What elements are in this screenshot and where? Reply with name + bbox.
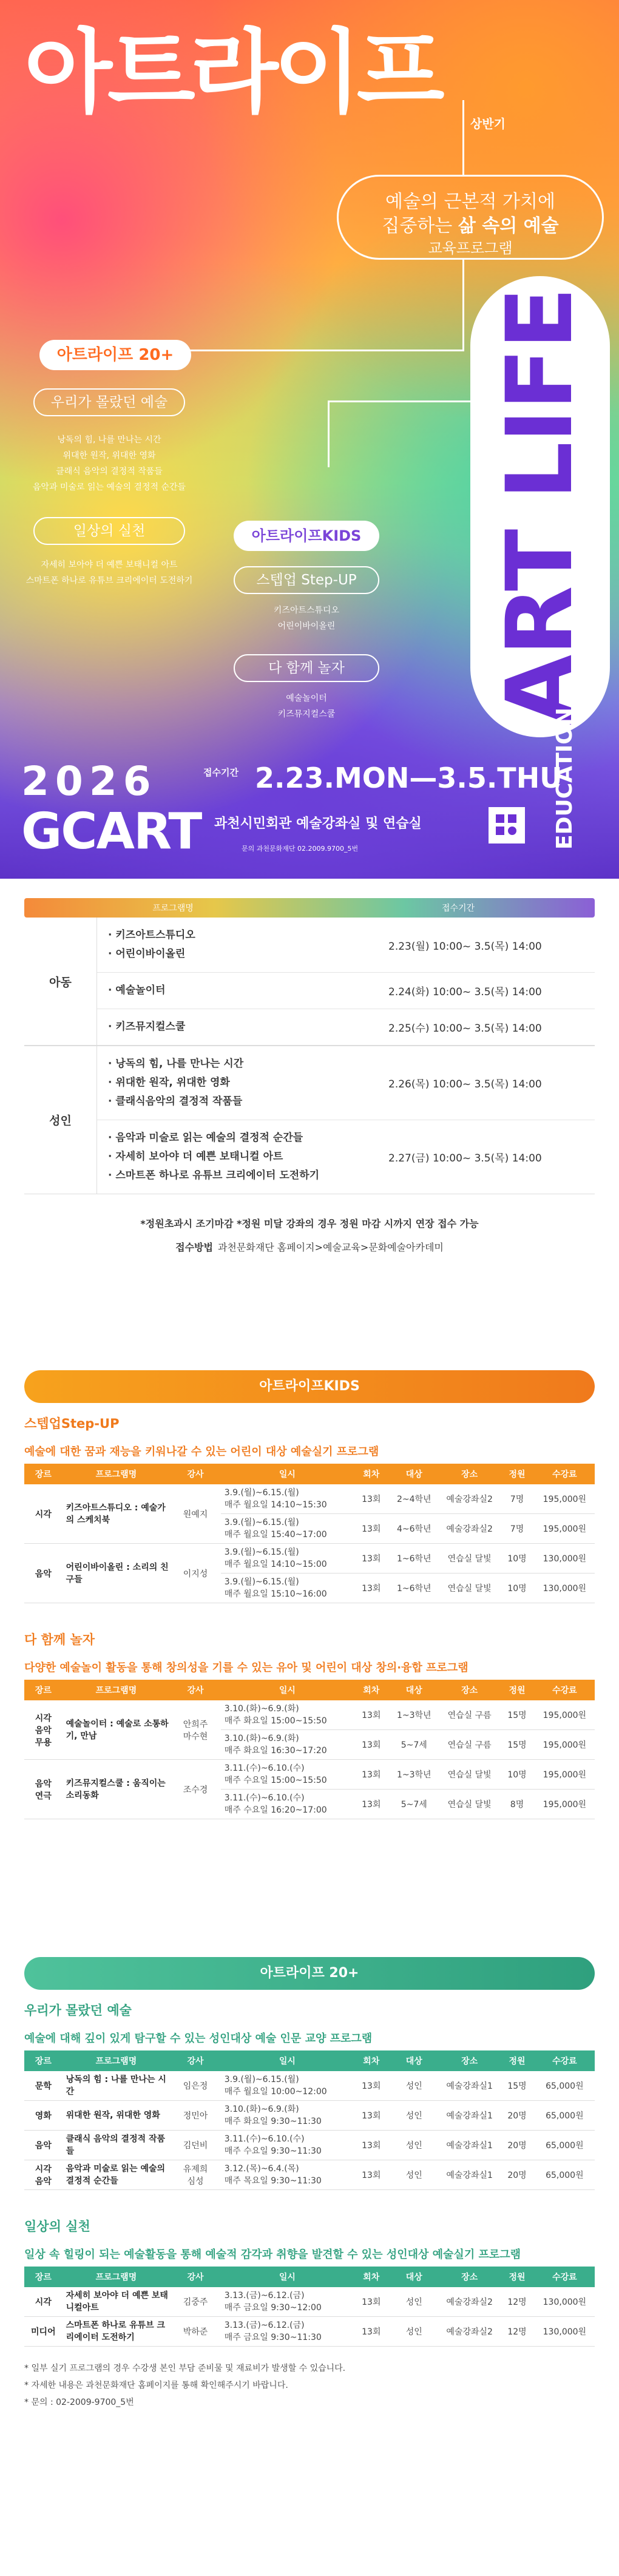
adult-title-pill: 아트라이프 20+ [39,340,191,370]
adult-section-title: 아트라이프 20+ [24,1957,595,1990]
schedule-row: · 키즈아트스튜디오 · 어린이바이올린 2.23(월) 10:00~ 3.5(목) 14:00 [97,918,595,973]
table-row: 음악 어린이바이올린 : 소리의 친구들 이지성 3.9.(월)~6.15.(월) 매주 월요일 14:10~15:00 13회 1~6학년 연습실 달빛 10명 130,000원 [24,1544,595,1574]
header-period: 접수기간 [441,904,475,913]
table-header: 장소 [439,1464,499,1484]
kids-sub2-title: 다 함께 놀자 [24,1632,95,1647]
kids-table-2 [24,1680,595,1819]
table-row: 3.9.(월)~6.15.(월) 매주 월요일 15:10~16:00 13회 1~6학년 연습실 달빛 10명 130,000원 [24,1574,595,1603]
table-row: 영화 위대한 원작, 위대한 영화 정민아 3.10.(화)~6.9.(화) 매주 화요일 9:30~11:30 13회 성인 예술강좌실1 20명 65,000원 [24,2101,595,2131]
table-header: 일시 [221,2267,354,2287]
schedule-row: · 낭독의 힘, 나를 만나는 시간 · 위대한 원작, 위대한 영화 · 클래식음악의 결정적 작품들 2.26(목) 10:00~ 3.5(목) 14:00 [97,1046,595,1120]
kids-section [0,1370,619,1819]
adult-sub1-desc: 예술에 대해 깊이 있게 탐구할 수 있는 성인대상 예술 인문 교양 프로그램 [24,2032,373,2045]
kids-sub1-desc: 예술에 대한 꿈과 재능을 키워나갈 수 있는 어린이 대상 예술실기 프로그램 [24,1445,379,1458]
table-header: 대상 [389,1680,440,1700]
schedule-period: 2.27(금) 10:00~ 3.5(목) 14:00 [388,1152,542,1165]
apply-method: 접수방법 과천문화재단 홈페이지>예술교육>문화예술아카데미 [175,1242,444,1253]
schedule-header [24,898,595,918]
table-header: 강사 [170,1464,221,1484]
table-header: 수강료 [535,1464,595,1484]
group-name: 아동 [24,918,97,1045]
table-header: 수강료 [535,1680,595,1700]
table-header: 수강료 [535,2267,595,2287]
table-header: 회차 [354,1464,388,1484]
table-header: 회차 [354,2050,388,2071]
adult-group2-pill: 일상의 실천 [33,517,185,545]
table-header: 일시 [221,1680,354,1700]
table-header: 강사 [170,2267,221,2287]
contact: 문의 과천문화재단 02.2009.9700_5번 [242,845,359,853]
schedule-table [0,898,619,1254]
table-header: 정원 [499,1680,534,1700]
table-header: 장르 [24,2050,63,2071]
table-header: 강사 [170,2050,221,2071]
table-header: 일시 [221,1464,354,1484]
education-label: EDUCATION [552,708,577,850]
header-program: 프로그램명 [152,904,194,913]
schedule-period: 2.25(수) 10:00~ 3.5(목) 14:00 [388,1023,542,1035]
schedule-note: *정원초과시 조기마감 *정원 미달 강좌의 경우 정원 마감 시까지 연장 접수 가능 [140,1218,479,1229]
connector-line [328,401,472,402]
gcart-logo: GCART [21,803,201,860]
table-header: 회차 [354,2267,388,2287]
table-header: 회차 [354,1680,388,1700]
table-row: 시각 키즈아트스튜디오 : 예술가의 스케치북 원예지 3.9.(월)~6.15.(월) 매주 월요일 14:10~15:30 13회 2~4학년 예술강좌실2 7명 195,000원 [24,1484,595,1514]
venue: 과천시민회관 예술강좌실 및 연습실 [214,816,422,831]
hero-poster [0,0,619,879]
table-header: 정원 [499,1464,534,1484]
adult-group1-pill: 우리가 몰랐던 예술 [33,388,185,416]
tagline-line2: 집중하는 삶 속의 예술 [382,215,559,237]
table-row: 미디어 스마트폰 하나로 유튜브 크리에이터 도전하기 박하준 3.13.(금)~6.12.(금) 매주 금요일 9:30~11:30 13회 성인 예술강좌실2 12명 130,000원 [24,2317,595,2347]
kids-group1-pill: 스텝업 Step-UP [234,566,379,594]
table-header: 프로그램명 [63,2267,171,2287]
table-row: 시각 음악 음악과 미술로 읽는 예술의 결정적 순간들 유제희 심성 3.12.(목)~6.4.(목) 매주 목요일 9:30~11:30 13회 성인 예술강좌실1 20명 65,000원 [24,2160,595,2190]
table-header: 정원 [499,2050,534,2071]
tagline-line3: 교육프로그램 [428,240,513,257]
kids-table-1 [24,1464,595,1603]
kids-group2-pill: 다 함께 놀자 [234,654,379,682]
schedule-period: 2.23(월) 10:00~ 3.5(목) 14:00 [388,940,542,953]
table-header: 장르 [24,1680,63,1700]
table-header: 장소 [439,1680,499,1700]
period: 2.23.MON—3.5.THU [255,762,563,794]
table-header: 장르 [24,1464,63,1484]
schedule-group [24,1046,595,1194]
schedule-period: 2.24(화) 10:00~ 3.5(목) 14:00 [388,986,542,998]
table-header: 대상 [389,1464,440,1484]
table-header: 장르 [24,2267,63,2287]
table-header: 프로그램명 [63,1680,171,1700]
art-life-badge: ART LIFE [470,276,610,737]
schedule-row: · 예술놀이터 2.24(화) 10:00~ 3.5(목) 14:00 [97,973,595,1009]
table-header: 프로그램명 [63,2050,171,2071]
logo: 아트라이프 [24,20,440,126]
table-header: 일시 [221,2050,354,2071]
year: 2026 [21,758,157,805]
kids-group2-list: 예술놀이터 키즈뮤지컬스쿨 [277,694,336,719]
table-row: 3.10.(화)~6.9.(화) 매주 화요일 16:30~17:20 13회 5~7세 연습실 구름 15명 195,000원 [24,1730,595,1760]
schedule-row: · 음악과 미술로 읽는 예술의 결정적 순간들 · 자세히 보아야 더 예쁜 보태니컬 아트 · 스마트폰 하나로 유튜브 크리에이터 도전하기 2.27(금) 10:00~ 3.5(목) 14:00 [97,1120,595,1194]
kids-sub2-desc: 다양한 예술놀이 활동을 통해 창의성을 기를 수 있는 유아 및 어린이 대상 창의·융합 프로그램 [24,1662,468,1674]
table-header: 대상 [389,2050,440,2071]
table-header: 프로그램명 [63,1464,171,1484]
table-row: 3.11.(수)~6.10.(수) 매주 수요일 16:20~17:00 13회 5~7세 연습실 달빛 8명 195,000원 [24,1790,595,1819]
foundation-logo [489,807,525,843]
kids-title-pill: 아트라이프KIDS [234,521,379,551]
connector-line [462,100,464,176]
group-name: 성인 [24,1046,97,1194]
adult-group1-list: 낭독의 힘, 나를 만나는 시간 위대한 원작, 위대한 영화 클래식 음악의 결정적 작품들 음악과 미술로 읽는 예술의 결정적 순간들 [32,435,186,492]
adult-sub2-desc: 일상 속 힐링이 되는 예술활동을 통해 예술적 감각과 취향을 발견할 수 있는 성인대상 예술실기 프로그램 [24,2248,521,2261]
schedule-period: 2.26(목) 10:00~ 3.5(목) 14:00 [388,1078,542,1090]
tagline-bubble [337,175,604,260]
table-header: 정원 [499,2267,534,2287]
kids-group1-list: 키즈아트스튜디오 어린이바이올린 [273,606,340,631]
kids-sub1-title: 스텝업Step-UP [24,1416,120,1431]
connector-line [462,260,464,351]
table-header: 장소 [439,2267,499,2287]
schedule-group [24,918,595,1046]
table-header: 대상 [389,2267,440,2287]
footnotes: * 일부 실기 프로그램의 경우 수강생 본인 부담 준비물 및 재료비가 발생할 수 있습니다. * 자세한 내용은 과천문화재단 홈페이지를 통해 확인해주시기 바랍니다. * 문의 : 02-2009-9700_5번 [24,2364,346,2407]
table-header: 수강료 [535,2050,595,2071]
adult-table-2 [24,2267,595,2347]
table-row: 음악 연극 키즈뮤지컬스쿨 : 움직이는 소리동화 조수경 3.11.(수)~6.10.(수) 매주 수요일 15:00~15:50 13회 1~3학년 연습실 달빛 10명 195,000원 [24,1760,595,1790]
adult-table-1 [24,2050,595,2190]
table-row: 3.9.(월)~6.15.(월) 매주 월요일 15:40~17:00 13회 4~6학년 예술강좌실2 7명 195,000원 [24,1514,595,1544]
table-header: 장소 [439,2050,499,2071]
connector-line [328,401,330,467]
schedule-row: · 키즈뮤지컬스쿨 2.25(수) 10:00~ 3.5(목) 14:00 [97,1009,595,1045]
table-row: 문학 낭독의 힘 : 나를 만나는 시간 임은정 3.9.(월)~6.15.(월) 매주 월요일 10:00~12:00 13회 성인 예술강좌실1 15명 65,000원 [24,2071,595,2101]
adult-group2-list: 자세히 보아야 더 예쁜 보태니컬 아트 스마트폰 하나로 유튜브 크리에이터 도전하기 [25,560,193,586]
table-row: 음악 클래식 음악의 결정적 작품들 김던비 3.11.(수)~6.10.(수) 매주 수요일 9:30~11:30 13회 성인 예술강좌실1 20명 65,000원 [24,2131,595,2160]
half-label: 상반기 [470,117,506,131]
table-row: 시각 음악 무용 예술놀이터 : 예술로 소통하기, 만남 안희주 마수현 3.10.(화)~6.9.(화) 매주 화요일 15:00~15:50 13회 1~3학년 연습실 구름 15명 195,000원 [24,1700,595,1730]
adult-sub2-title: 일상의 실천 [24,2219,90,2234]
adult-sub1-title: 우리가 몰랐던 예술 [24,2003,132,2018]
tagline-line1: 예술의 근본적 가치에 [385,191,555,212]
table-header: 강사 [170,1680,221,1700]
adult-section [0,1957,619,2411]
period-label: 접수기간 [203,767,238,778]
table-row: 시각 자세히 보아야 더 예쁜 보태니컬아트 김중주 3.13.(금)~6.12.(금) 매주 금요일 9:30~12:00 13회 성인 예술강좌실2 12명 130,000원 [24,2287,595,2317]
kids-section-title: 아트라이프KIDS [24,1370,595,1403]
